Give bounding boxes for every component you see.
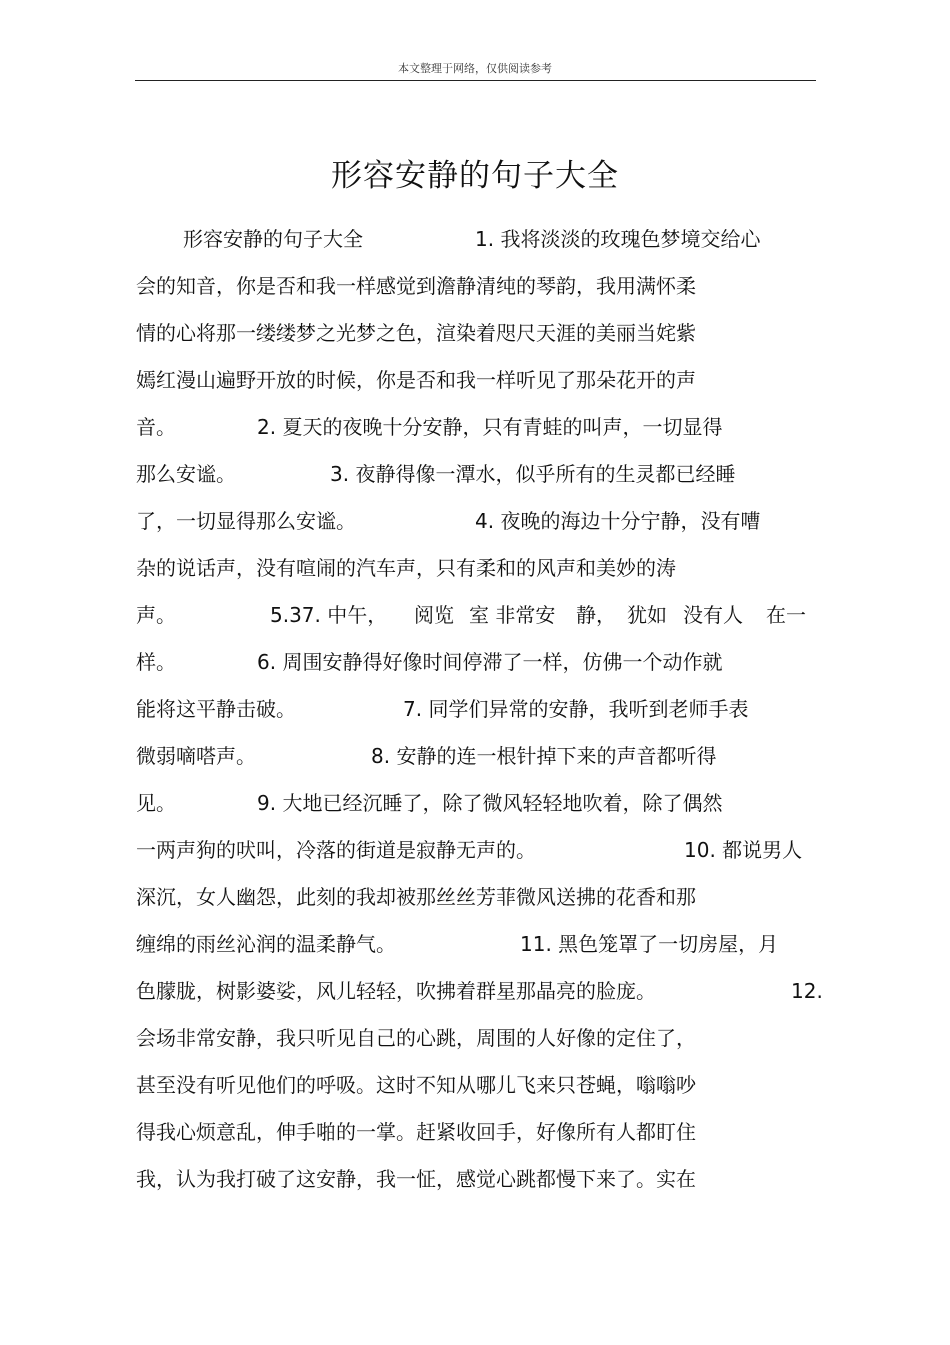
text-line [0,224,950,254]
text-line [0,694,950,724]
text-segment: 甚至没有听见他们的呼吸。这时不知从哪儿飞来只苍蝇，嗡嗡吵 [136,1073,696,1097]
text-line [0,741,950,771]
text-segment: 会场非常安静，我只听见自己的心跳，周围的人好像的定住了， [136,1026,696,1050]
text-segment: 杂的说话声，没有喧闹的汽车声，只有柔和的风声和美妙的涛 [136,556,676,580]
text-segment: 8. 安静的连一根针掉下来的声音都听得 [371,744,717,768]
page-title: 形容安静的句子大全 [331,158,619,194]
text-line [0,271,950,301]
text-segment: 10. 都说男人 [684,838,803,862]
text-line [0,882,950,912]
text-segment: 没有人 [683,603,743,627]
text-segment: 微弱嘀嗒声。 [136,744,256,768]
text-segment: 色朦胧，树影婆娑，风儿轻轻，吹拂着群星那晶亮的脸庞。 [136,979,656,1003]
text-line [0,1117,950,1147]
text-segment: 5.37. 中午， [270,603,388,627]
text-line [0,459,950,489]
text-segment: 了，一切显得那么安谧。 [136,509,356,533]
text-segment: 12. [791,979,823,1003]
text-segment: 那么安谧。 [136,462,236,486]
text-line [0,1164,950,1194]
text-segment: 音。 [136,415,176,439]
text-line [0,835,950,865]
text-line [0,365,950,395]
text-line [0,788,950,818]
text-segment: 2. 夏天的夜晚十分安静，只有青蛙的叫声，一切显得 [257,415,723,439]
text-segment: 样。 [136,650,176,674]
text-line [0,929,950,959]
text-segment: 犹如 [627,603,667,627]
text-segment: 4. 夜晚的海边十分宁静，没有嘈 [475,509,761,533]
text-segment: 11. 黑色笼罩了一切房屋，月 [520,932,779,956]
text-segment: 缠绵的雨丝沁润的温柔静气。 [136,932,396,956]
text-segment: 深沉，女人幽怨，此刻的我却被那丝丝芳菲微风送拂的花香和那 [136,885,696,909]
text-line [0,1023,950,1053]
text-segment: 9. 大地已经沉睡了，除了微风轻轻地吹着，除了偶然 [257,791,723,815]
text-segment: 会的知音，你是否和我一样感觉到澹静清纯的琴韵，我用满怀柔 [136,274,696,298]
text-segment: 得我心烦意乱，伸手啪的一掌。赶紧收回手，好像所有人都盯住 [136,1120,696,1144]
text-segment: 室 非常安 [469,603,556,627]
text-line [0,553,950,583]
text-segment: 在一 [766,603,806,627]
text-segment: 声。 [136,603,176,627]
text-segment: 阅览 [414,603,454,627]
text-line [0,318,950,348]
text-segment: 情的心将那一缕缕梦之光梦之色，渲染着咫尺天涯的美丽当姹紫 [136,321,696,345]
text-segment: 静， [576,603,616,627]
header-divider [135,80,816,81]
text-segment: 我，认为我打破了这安静，我一怔，感觉心跳都慢下来了。实在 [136,1167,696,1191]
text-segment: 见。 [136,791,176,815]
text-line [0,647,950,677]
page-header-note: 本文整理于网络，仅供阅读参考 [398,62,552,75]
text-line [0,600,950,630]
text-segment: 1. 我将淡淡的玫瑰色梦境交给心 [475,227,761,251]
text-segment: 3. 夜静得像一潭水，似乎所有的生灵都已经睡 [330,462,736,486]
text-segment: 能将这平静击破。 [136,697,296,721]
text-segment: 形容安静的句子大全 [183,227,363,251]
text-line [0,976,950,1006]
text-segment: 6. 周围安静得好像时间停滞了一样，仿佛一个动作就 [257,650,723,674]
text-segment: 一两声狗的吠叫，冷落的街道是寂静无声的。 [136,838,536,862]
text-line [0,412,950,442]
text-segment: 嫣红漫山遍野开放的时候，你是否和我一样听见了那朵花开的声 [136,368,696,392]
text-line [0,1070,950,1100]
text-line [0,506,950,536]
text-segment: 7. 同学们异常的安静，我听到老师手表 [403,697,749,721]
